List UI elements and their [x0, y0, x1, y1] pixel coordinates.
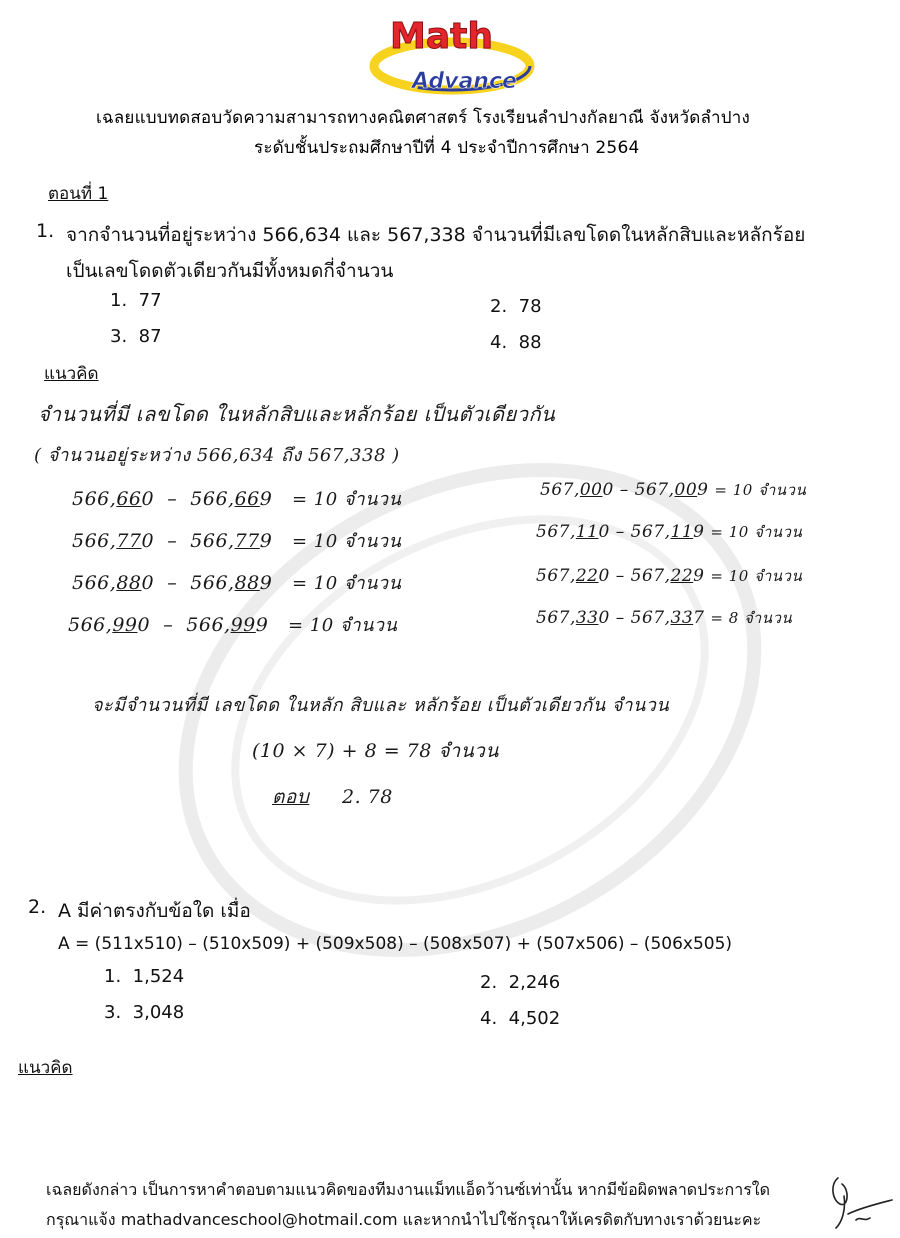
answer-label: ตอบ — [272, 786, 310, 808]
solution-right-row-4: 567,330 – 567,337 = 8 จำนวน — [536, 608, 793, 628]
q2-number: 2. — [28, 896, 47, 918]
solution-right-row-2: 567,110 – 567,119 = 10 จำนวน — [536, 522, 803, 542]
solution-left-row-4: 566,990 – 566,999 = 10 จำนวน — [68, 614, 398, 636]
solution-left-row-2: 566,770 – 566,779 = 10 จำนวน — [72, 530, 402, 552]
approach-label-1: แนวคิด — [44, 364, 99, 384]
section-title: ตอนที่ 1 — [48, 184, 109, 204]
solution-left-row-1: 566,660 – 566,669 = 10 จำนวน — [72, 488, 402, 510]
q2-option-2: 2. 2,246 — [480, 972, 561, 993]
math-advance-logo — [360, 8, 540, 98]
solution-right-row-1: 567,000 – 567,009 = 10 จำนวน — [540, 480, 807, 500]
q1-option-3: 3. 87 — [110, 326, 162, 347]
approach-label-2: แนวคิด — [18, 1058, 73, 1078]
q2-option-1: 1. 1,524 — [104, 966, 185, 987]
solution-conclusion: จะมีจำนวนที่มี เลขโดด ในหลัก สิบและ หลักร้อย เป็นตัวเดียวกัน จำนวน — [92, 695, 670, 716]
q2-expression: A = (511x510) – (510x509) + (509x508) – (508x507) + (507x506) – (506x505) — [58, 934, 733, 954]
q1-option-1: 1. 77 — [110, 290, 162, 311]
q1-option-2: 2. 78 — [490, 296, 542, 317]
solution-intro: จำนวนที่มี เลขโดด ในหลักสิบและหลักร้อย เป็นตัวเดียวกัน — [38, 402, 556, 426]
logo-text-advance: Advance — [412, 69, 517, 94]
solution-calc: (10 × 7) + 8 = 78 จำนวน — [252, 740, 499, 762]
q2-text-line1: A มีค่าตรงกับข้อใด เมื่อ — [58, 900, 251, 922]
q1-text-line2: เป็นเลขโดดตัวเดียวกันมีทั้งหมดกี่จำนวน — [66, 260, 394, 282]
answer-value: 2. 78 — [342, 786, 393, 808]
header-title-line2: ระดับชั้นประถมศึกษาปีที่ 4 ประจำปีการศึกษา 2564 — [254, 138, 640, 158]
signature-icon — [826, 1170, 896, 1232]
solution-left-row-3: 566,880 – 566,889 = 10 จำนวน — [72, 572, 402, 594]
q1-text-line1: จากจำนวนที่อยู่ระหว่าง 566,634 และ 567,338 จำนวนที่มีเลขโดดในหลักสิบและหลักร้อย — [66, 224, 806, 246]
logo-text-math: Math — [390, 16, 493, 57]
header-title-line1: เฉลยแบบทดสอบวัดความสามารถทางคณิตศาสตร์ โรงเรียนลำปางกัลยาณี จังหวัดลำปาง — [96, 108, 750, 128]
q2-option-4: 4. 4,502 — [480, 1008, 561, 1029]
footer-email-link[interactable]: mathadvanceschool@hotmail.com — [120, 1210, 398, 1229]
q2-option-3: 3. 3,048 — [104, 1002, 185, 1023]
solution-right-row-3: 567,220 – 567,229 = 10 จำนวน — [536, 566, 803, 586]
solution-answer — [272, 782, 393, 812]
solution-range: ( จำนวนอยู่ระหว่าง 566,634 ถึง 567,338 ) — [34, 445, 400, 466]
footer-line2: กรุณาแจ้ง mathadvanceschool@hotmail.com และหากนำไปใช้กรุณาให้เครดิตกับทางเราด้วยนะคะ — [46, 1210, 762, 1229]
q1-number: 1. — [36, 220, 55, 242]
footer-line1: เฉลยดังกล่าว เป็นการหาคำตอบตามแนวคิดของทีมงานแม็ทแอ็ดว้านซ์เท่านั้น หากมีข้อผิดพลาดประการใด — [46, 1180, 770, 1199]
q1-option-4: 4. 88 — [490, 332, 542, 353]
